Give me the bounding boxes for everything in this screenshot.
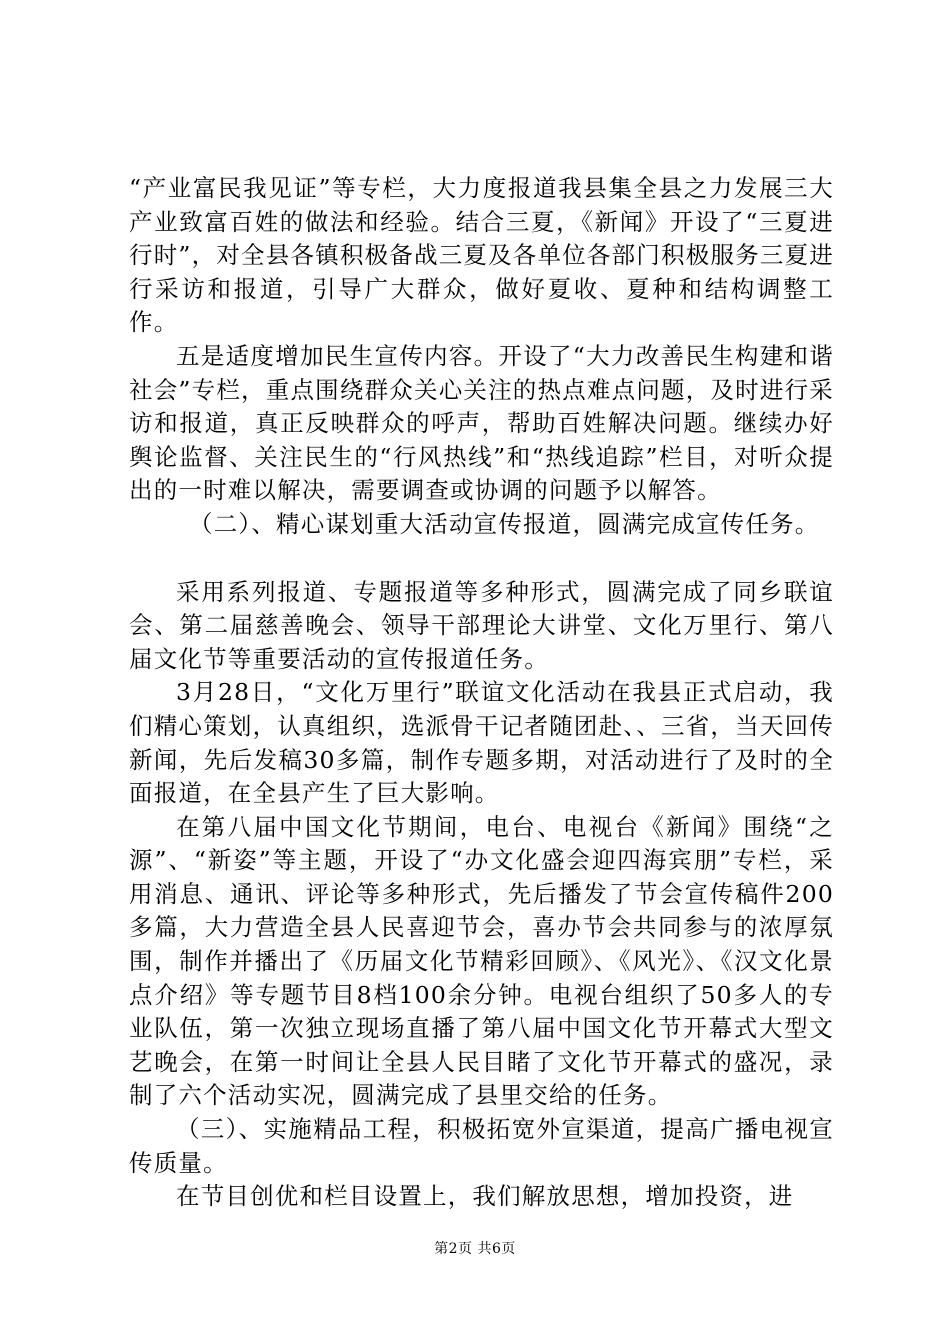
paragraph-5: 在第八届中国文化节期间，电台、电视台《新闻》围绕“之源”、“新姿”等主题，开设了“办文化盛会迎四海宾朋”专栏，采用消息、通讯、评论等多种形式，先后播发了节会宣传稿件200多篇，大力营造全县人民喜迎节会，喜办节会共同参与的浓厚氛围，制作并播出了《历届文化节精彩回顾》、《风光》、《汉文化景点介绍》等专题节目8档100余分钟。电视台组织了50多人的专业队伍，第一次独立现场直播了第八届中国文化节开幕式大型文艺晚会，在第一时间让全县人民目睹了文化节开幕式的盛况，录制了六个活动实况，圆满完成了县里交给的任务。 — [129, 812, 834, 1110]
page-footer: 第2页 共6页 — [434, 1241, 516, 1257]
section-heading-3: （三）、实施精品工程，积极拓宽外宣渠道，提高广播电视宣传质量。 — [129, 1115, 834, 1177]
paragraph-3: 采用系列报道、专题报道等多种形式，圆满完成了同乡联谊会、第二届慈善晚会、领导干部理论大讲堂、文化万里行、第八届文化节等重要活动的宣传报道任务。 — [129, 577, 834, 673]
paragraph-1: “产业富民我见证”等专栏，大力度报道我县集全县之力发展三大产业致富百姓的做法和经验。结合三夏，《新闻》开设了“三夏进行时”，对全县各镇积极备战三夏及各单位各部门积极服务三夏进行采访和报道，引导广大群众，做好夏收、夏种和结构调整工作。 — [129, 174, 834, 337]
paragraph-gap — [129, 542, 834, 576]
paragraph-6: 在节目创优和栏目设置上，我们解放思想，增加投资，进 — [176, 1182, 794, 1211]
paragraph-2: 五是适度增加民生宣传内容。开设了“大力改善民生构建和谐社会”专栏，重点围绕群众关心关注的热点难点问题，及时进行采访和报道，真正反映群众的呼声，帮助百姓解决问题。继续办好舆论监督、关注民生的“行风热线”和“热线追踪”栏目，对听众提出的一时难以解决，需要调查或协调的问题予以解答。 — [129, 341, 834, 505]
section-heading-2: （二）、精心谋划重大活动宣传报道，圆满完成宣传任务。 — [189, 509, 820, 538]
document-body — [129, 172, 834, 1214]
paragraph-4: 3月28日，“文化万里行”联谊文化活动在我县正式启动，我们精心策划，认真组织，选派骨干记者随团赴、、三省，当天回传新闻，先后发稿30多篇，制作专题多期，对活动进行了及时的全面报道，在全县产生了巨大影响。 — [129, 678, 834, 808]
